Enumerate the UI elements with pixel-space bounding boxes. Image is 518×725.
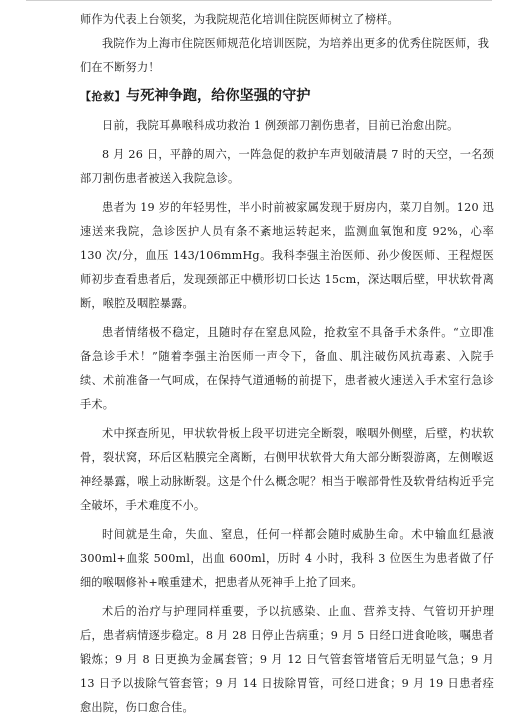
article-title: 与死神争跑，给你坚强的守护 [126, 88, 311, 104]
article-category-tag: 【抢救】 [80, 90, 126, 103]
article-paragraph-3: 患者为 19 岁的年轻男性，半小时前被家属发现于厨房内，菜刀自刎。120 迅速送来我院，急诊医护人员有条不紊地运转起来，监测血氧饱和度 92%，心率 130 次/分，血压 143/106mmHg。我科李强主治医师、孙少俊医师、王程煜医师初步查看患者后，发现颈部正中横形切口长达 15cm，深达咽后壁，甲状软骨离断，喉腔及咽腔暴露。 [80, 201, 494, 310]
closing-paragraph: 我院作为上海市住院医师规范化培训医院，为培养出更多的优秀住院医师，我们在不断努力！ [80, 37, 490, 74]
article-paragraph-5: 术中探查所见，甲状软骨板上段平切进完全断裂，喉咽外侧壁，后壁，杓状软骨，裂状窝，环后区粘膜完全离断，右侧甲状软骨大角大部分断裂游离，左侧喉返神经暴露，喉上动脉断裂。这是个什么概念呢？相当于喉部骨性及软骨结构近乎完全破坏，手术难度不小。 [80, 427, 494, 512]
previous-article-ending [80, 8, 490, 80]
article-paragraph-4: 患者情绪极不稳定，且随时存在窒息风险，抢救室不具备手术条件。“立即准备急诊手术！”随着李强主治医师一声令下，备血、肌注破伤风抗毒素、入院手续、术前准备一气呵成，在保持气道通畅的前提下，患者被火速送入手术室行急诊手术。 [80, 326, 494, 411]
article-heading [80, 84, 500, 109]
article-paragraph-1: 日前，我院耳鼻喉科成功救治 1 例颈部刀割伤患者，目前已治愈出院。 [102, 119, 459, 132]
continued-line: 师作为代表上台领奖，为我院规范化培训住院医师树立了榜样。 [80, 13, 399, 26]
article-paragraph-2: 8 月 26 日，平静的周六，一阵急促的救护车声划破清晨 7 时的天空，一名颈部刀割伤患者被送入我院急诊。 [80, 148, 494, 185]
article-body [80, 114, 494, 725]
article-paragraph-7: 术后的治疗与护理同样重要，予以抗感染、止血、营养支持、气管切开护理后，患者病情逐步稳定。8 月 28 日停止告病重；9 月 5 日经口进食呛咳，嘱患者锻炼；9 月 8 日更换为金属套管；9 月 12 日气管套管堵管后无明显气急；9 月 13 日予以拔除气管套管；9 月 14 日拔除胃管，可经口进食；9 月 19 日患者痊愈出院，伤口愈合佳。 [80, 605, 494, 714]
article-paragraph-6: 时间就是生命，失血、窒息，任何一样都会随时威胁生命。术中输血红悬液 300ml+血浆 500ml，出血 600ml，历时 4 小时，我科 3 位医生为患者做了仔细的喉咽修补+喉重建术，把患者从死神手上抢了回来。 [80, 528, 494, 589]
